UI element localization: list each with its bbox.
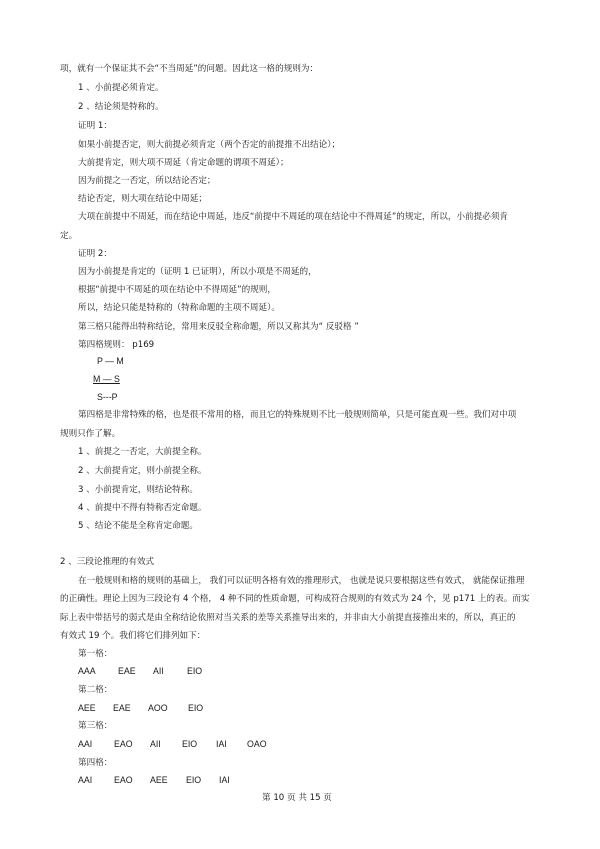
formula-major-premise: P — M	[97, 356, 124, 366]
proof1-line-1: 如果小前提否定，则大前提必须肯定（两个否定的前提推不出结论）；	[78, 140, 341, 150]
proof1-line-3: 因为前提之一否定，所以结论否定；	[78, 176, 216, 186]
mood: AII	[150, 739, 161, 749]
fig4-rule-2: 2 、大前提肯定，则小前提全称。	[78, 466, 207, 476]
mood: EIO	[186, 775, 202, 785]
fig4-rule-3: 3 、小前提肯定，则结论特称。	[78, 485, 198, 495]
proof2-line-4: 第三格只能得出特称结论，常用来反驳全称命题，所以又称其为“ 反驳格 ”	[78, 322, 359, 332]
formula-conclusion: S---P	[97, 392, 118, 402]
fig1-label: 第一格：	[78, 649, 113, 659]
proof2-title: 证明 2：	[78, 249, 112, 259]
mood: AEE	[150, 775, 168, 785]
fig2-label: 第二格：	[78, 685, 113, 695]
section2-para-line-4: 有效式 19 个。我们将它们排列如下：	[60, 631, 206, 641]
mood: AAI	[78, 775, 93, 785]
section2-para-line-2: 的正确性。理论上因为三段论有 4 个格， 4 种不同的性质命题，可构成符合规则的有效式为 24 个，见 p171 上的表。而实	[60, 594, 530, 604]
proof1-line-4: 结论否定，则大项在结论中周延；	[78, 194, 207, 204]
proof2-line-1: 因为小前提是肯定的（证明 1 已证明），所以小项是不周延的，	[78, 267, 317, 277]
fig4-rule-1: 1 、前提之一否定，大前提全称。	[78, 447, 207, 457]
fig4-label: 第四格：	[78, 758, 113, 768]
formula-minor-premise: M — S	[93, 374, 120, 384]
proof1-title: 证明 1：	[78, 121, 112, 131]
section2-title: 2 、三段论推理的有效式	[60, 557, 155, 567]
section2-para-line-1: 在一般规则和格的规则的基础上， 我们可以证明各格有效的推理形式， 也就是说只要根据这些有效式， 就能保证推理	[78, 576, 525, 586]
fig4-rule-4: 4 、前提中不得有特称否定命题。	[78, 503, 207, 513]
proof1-line-5: 大项在前提中不周延，而在结论中周延，违反“前提中不周延的项在结论中不得周延”的规定，所以，小前提必须肯	[78, 212, 509, 222]
fig3-rule-1: 1 、小前提必须肯定。	[78, 83, 164, 93]
mood: EAE	[118, 666, 136, 676]
mood: EAO	[114, 739, 133, 749]
proof1-line-5-wrap: 定。	[60, 231, 78, 241]
mood: OAO	[247, 739, 267, 749]
mood: EAE	[113, 703, 131, 713]
mood: AEE	[78, 703, 96, 713]
proof2-line-3: 所以，结论只能是特称的（特称命题的主项不周延）。	[78, 303, 280, 313]
mood: IAI	[219, 775, 230, 785]
fig4-desc-wrap: 规则只作了解。	[60, 429, 121, 439]
proof2-line-2: 根据“前提中不周延的项在结论中不得周延”的规则，	[78, 285, 276, 295]
fig3-label: 第三格：	[78, 721, 113, 731]
section2-para-line-3: 际上表中带括号的弱式是由全称结论依照对当关系的差等关系推导出来的，并非由大小前提直接推出来的，所以，真正的	[60, 613, 516, 623]
fig4-heading: 第四格规则： p169	[78, 340, 155, 350]
intro-text: 项，就有一个保证其不会“不当周延”的问题。因此这一格的规则为：	[60, 64, 319, 74]
mood: AII	[153, 666, 164, 676]
mood: AOO	[148, 703, 168, 713]
mood: EIO	[182, 739, 198, 749]
mood: AAA	[78, 666, 96, 676]
mood: EIO	[187, 666, 203, 676]
mood: AAI	[78, 739, 93, 749]
fig4-rule-5: 5 、结论不能是全称肯定命题。	[78, 521, 198, 531]
mood: EIO	[188, 703, 204, 713]
fig3-rule-2: 2 、结论须是特称的。	[78, 102, 164, 112]
mood: IAI	[216, 739, 227, 749]
mood: EAO	[114, 775, 133, 785]
page-footer: 第 10 页 共 15 页	[262, 793, 332, 803]
fig4-desc: 第四格是非常特殊的格，也是很不常用的格，而且它的特殊规则不比一般规则简单，只是可能直观一些。我们对中项	[78, 410, 517, 420]
proof1-line-2: 大前提肯定，则大项不周延（肯定命题的谓项不周延）；	[78, 158, 289, 168]
